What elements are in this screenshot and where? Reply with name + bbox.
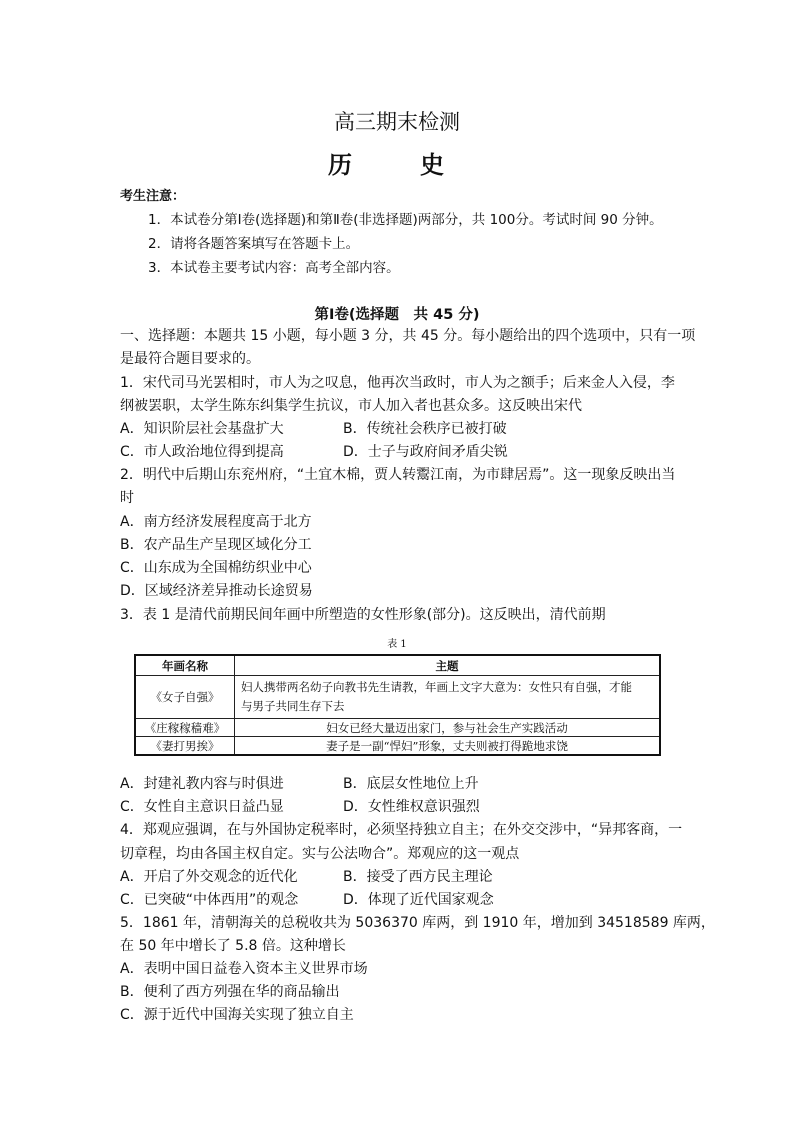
- notice-item-2: 2．请将各题答案填写在答题卡上。: [148, 236, 360, 252]
- table-row: [135, 737, 660, 756]
- q1-option-d: D．士子与政府间矛盾尖锐: [343, 444, 508, 460]
- table-header-theme: 主题: [235, 655, 661, 676]
- subject-title: 历 史: [328, 150, 466, 179]
- q3-option-d: D．女性维权意识强烈: [343, 799, 480, 815]
- q2-stem-line-2: 时: [120, 490, 134, 506]
- table-row: [135, 719, 660, 737]
- q3-option-a: A．封建礼教内容与时俱进: [120, 776, 284, 792]
- q1-option-a: A．知识阶层社会基盘扩大: [120, 421, 284, 437]
- q5-stem-line-2: 在 50 年中增长了 5.8 倍。这种增长: [120, 938, 346, 954]
- q4-option-d: D．体现了近代国家观念: [343, 892, 494, 908]
- q4-option-a: A．开启了外交观念的近代化: [120, 869, 298, 885]
- table-cell-theme: [235, 676, 661, 719]
- table-caption: 表 1: [387, 639, 407, 650]
- exam-title: 高三期末检测: [334, 110, 460, 134]
- table-header-name: 年画名称: [135, 655, 235, 676]
- table-cell-theme-line: 妇人携带两名幼子向教书先生请教，年画上文字大意为：女性只有自强，才能: [241, 680, 632, 694]
- notice-item-1: 1．本试卷分第Ⅰ卷(选择题)和第Ⅱ卷(非选择题)两部分，共 100分。考试时间 90 分钟。: [148, 212, 663, 228]
- q2-stem-line-1: 2．明代中后期山东兖州府，“土宜木棉，贾人转鬻江南，为市肆居焉”。这一现象反映出当: [120, 467, 676, 483]
- instructions-line-2: 是最符合题目要求的。: [120, 351, 260, 367]
- q2-option-d: D．区域经济差异推动长途贸易: [120, 583, 313, 599]
- table-row: [135, 676, 660, 719]
- instructions-line-1: 一、选择题：本题共 15 小题，每小题 3 分，共 45 分。每小题给出的四个选项中，只有一项: [120, 328, 696, 344]
- q2-option-b: B．农产品生产呈现区域化分工: [120, 537, 312, 553]
- q3-stem: 3．表 1 是清代前期民间年画中所塑造的女性形象(部分)。这反映出，清代前期: [120, 607, 606, 623]
- q5-option-a: A．表明中国日益卷入资本主义世界市场: [120, 961, 368, 977]
- table-cell-theme-line: 与男子共同生存下去: [241, 699, 345, 713]
- table-cell-name: 《女子自强》: [135, 676, 235, 719]
- q1-stem-line-1: 1．宋代司马光罢相时，市人为之叹息，他再次当政时，市人为之额手；后来金人入侵，李: [120, 375, 675, 391]
- notice-heading: 考生注意：: [120, 189, 186, 204]
- q3-option-b: B．底层女性地位上升: [343, 776, 479, 792]
- q2-option-c: C．山东成为全国棉纺织业中心: [120, 560, 312, 576]
- table-cell-name: 《妻打男挨》: [135, 737, 235, 756]
- q4-option-b: B．接受了西方民主理论: [343, 869, 493, 885]
- q1-option-b: B．传统社会秩序已被打破: [343, 421, 507, 437]
- notice-item-3: 3．本试卷主要考试内容：高考全部内容。: [148, 260, 400, 276]
- q4-stem-line-2: 切章程，均由各国主权自定。实与公法吻合”。郑观应的这一观点: [120, 846, 520, 862]
- q2-option-a: A．南方经济发展程度高于北方: [120, 514, 312, 530]
- q3-option-c: C．女性自主意识日益凸显: [120, 799, 284, 815]
- table-header-row: [135, 655, 660, 676]
- table-cell-name: 《庄稼稼穑难》: [135, 719, 235, 737]
- q5-stem-line-1: 5．1861 年，清朝海关的总税收共为 5036370 库两，到 1910 年，增加到 34518589 库两，: [120, 915, 715, 931]
- q5-option-b: B．便利了西方列强在华的商品输出: [120, 984, 340, 1000]
- q1-stem-line-2: 纲被罢职，太学生陈东纠集学生抗议，市人加入者也甚众多。这反映出宋代: [120, 398, 582, 414]
- table-cell-theme: 妻子是一副“悍妇”形象，丈夫则被打得跪地求饶: [235, 737, 661, 756]
- q4-option-c: C．已突破“中体西用”的观念: [120, 892, 299, 908]
- table-cell-theme: 妇女已经大量迈出家门，参与社会生产实践活动: [235, 719, 661, 737]
- q3-table: [134, 654, 661, 756]
- q1-option-c: C．市人政治地位得到提高: [120, 444, 284, 460]
- q5-option-c: C．源于近代中国海关实现了独立自主: [120, 1007, 354, 1023]
- section-title: 第Ⅰ卷(选择题 共 45 分): [314, 307, 480, 323]
- q4-stem-line-1: 4．郑观应强调，在与外国协定税率时，必须坚持独立自主；在外交交涉中，“异邦客商，一: [120, 822, 683, 838]
